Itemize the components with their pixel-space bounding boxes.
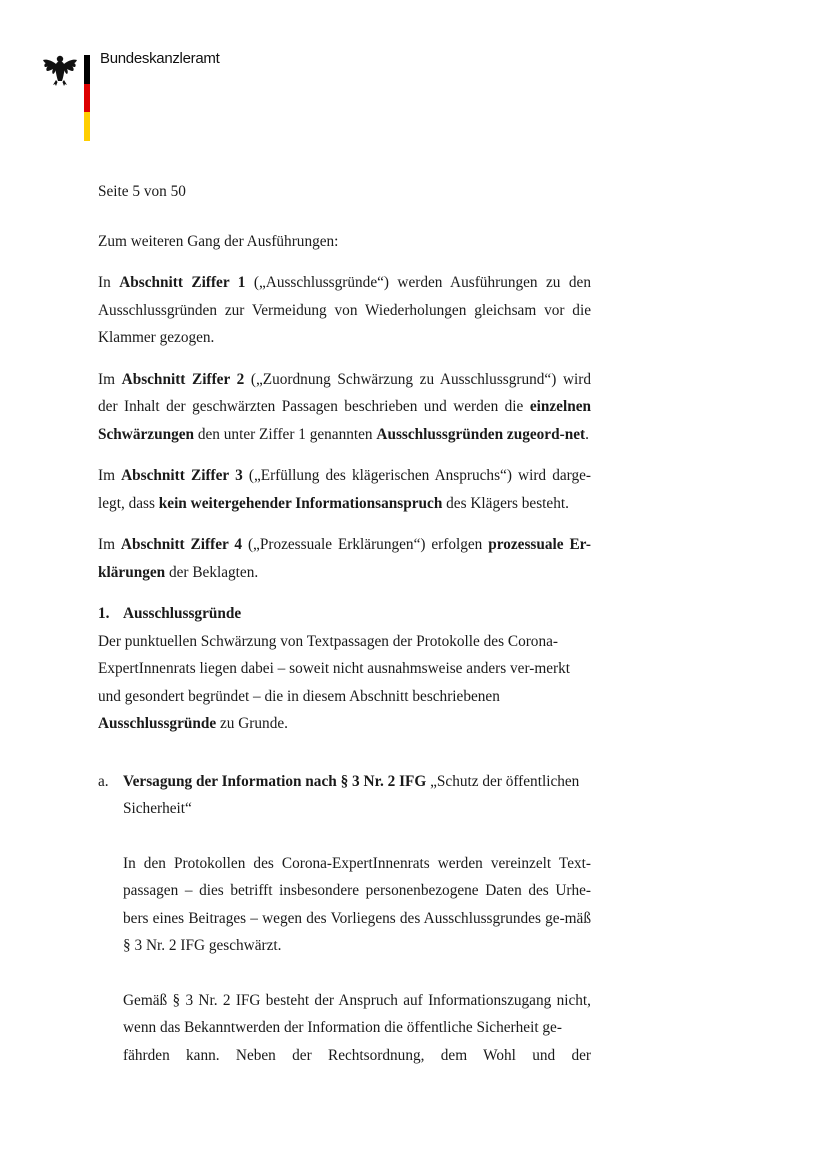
german-flag-bar	[84, 55, 90, 141]
flag-stripe-gold	[84, 112, 90, 141]
paragraph-section-4: Im Abschnitt Ziffer 4 („Prozessuale Erklärungen“) erfolgen prozessuale Er-klärungen der Beklagten.	[98, 536, 591, 581]
flag-stripe-black	[84, 55, 90, 84]
document-body	[98, 178, 591, 1069]
intro-line: Zum weiteren Gang der Ausführungen:	[98, 232, 339, 250]
section-1-body: Der punktuellen Schwärzung von Textpassagen der Protokolle des Corona-ExpertInnenrats liegen dabei – soweit nicht ausnahmsweise anders ver-merkt und gesondert begründet – die in diesem Abschnitt beschriebenen Ausschlussgründe zu Grunde.	[98, 632, 571, 732]
subsection-heading-a	[98, 768, 591, 823]
paragraph-section-2: Im Abschnitt Ziffer 2 („Zuordnung Schwärzung zu Ausschlussgrund“) wird der Inhalt der geschwärzten Passagen beschrieben und werden die einzelnen Schwärzungen den unter Ziffer 1 genannten Ausschlussgründen zugeord-net.	[98, 370, 591, 443]
section-heading-1	[98, 600, 591, 628]
subsection-a-paragraph-1: In den Protokollen des Corona-ExpertInnenrats werden vereinzelt Text-passagen – dies betrifft insbesondere personenbezogene Daten des Urhe-bers eines Beitrages – wegen des Vorliegens des Ausschlussgrundes ge-mäß § 3 Nr. 2 IFG geschwärzt.	[123, 854, 591, 954]
page-number: Seite 5 von 50	[98, 183, 186, 200]
subsection-a-paragraph-2: Gemäß § 3 Nr. 2 IFG besteht der Anspruch auf Informationszugang nicht, wenn das Bekanntwerden der Information die öffentliche Sicherheit ge-	[123, 991, 591, 1036]
organization-name: Bundeskanzleramt	[100, 50, 220, 67]
federal-eagle-icon	[42, 53, 78, 87]
section-title: Ausschlussgründe	[123, 605, 242, 622]
subsection-title: Versagung der Information nach § 3 Nr. 2 IFG „Schutz der öffentlichen Sicherheit“	[123, 772, 580, 817]
subsection-number: a.	[98, 772, 109, 790]
flag-stripe-red	[84, 84, 90, 113]
paragraph-section-1: In Abschnitt Ziffer 1 („Ausschlussgründe“) werden Ausführungen zu den Ausschlussgründen zur Vermeidung von Wiederholungen gleichsam vor die Klammer gezogen.	[98, 274, 591, 346]
paragraph-section-3: Im Abschnitt Ziffer 3 („Erfüllung des klägerischen Anspruchs“) wird darge-legt, dass kein weitergehender Informationsanspruch des Klägers besteht.	[98, 467, 591, 512]
subsection-a-paragraph-2-last-line: fährden kann. Neben der Rechtsordnung, dem Wohl und der	[123, 1046, 591, 1064]
section-number: 1.	[98, 605, 110, 622]
